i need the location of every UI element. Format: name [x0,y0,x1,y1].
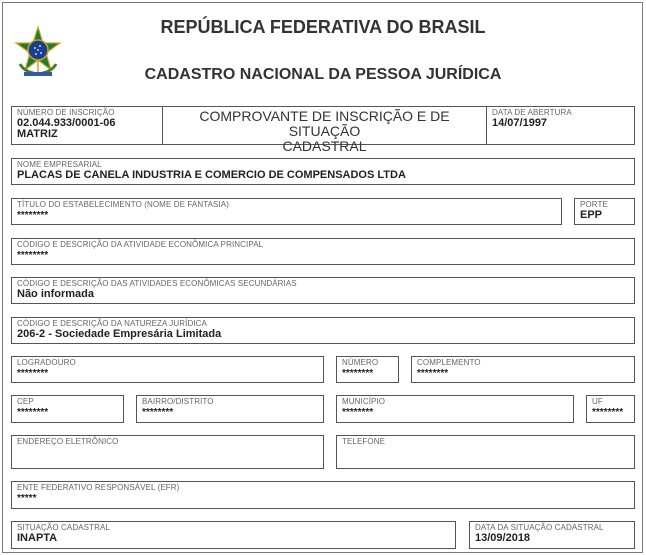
uf-field [586,395,635,423]
situacao-value: INAPTA [17,532,58,544]
inscricao-value: 02.044.933/0001-06 [17,117,116,129]
abertura-label: DATA DE ABERTURA [492,108,572,117]
cep-field [11,395,124,423]
municipio-field [336,395,574,423]
logradouro-value: ******** [17,368,49,379]
efr-label: ENTE FEDERATIVO RESPONSÁVEL (EFR) [17,483,180,492]
abertura-field [486,106,635,145]
bairro-field [136,395,324,423]
document-title-box [162,106,487,154]
logradouro-label: LOGRADOURO [17,358,76,367]
natureza-juridica-value: 206-2 - Sociedade Empresária Limitada [17,328,222,340]
email-field [11,435,324,469]
telefone-field [336,435,635,469]
situacao-label: SITUAÇÃO CADASTRAL [17,523,110,532]
fantasia-label: TÍTULO DO ESTABELECIMENTO (NOME DE FANTASIA) [17,200,229,209]
efr-field [11,481,635,509]
numero-field [336,356,399,383]
uf-label: UF [592,397,603,406]
data-situacao-field [469,521,635,549]
atividade-principal-value: ******** [17,250,49,261]
numero-value: ******** [342,368,374,379]
porte-value: EPP [580,209,603,221]
uf-value: ******** [592,407,624,418]
document-title [163,109,486,154]
data-situacao-value: 13/09/2018 [475,532,531,544]
municipio-label: MUNICÍPIO [342,397,386,406]
cep-label: CEP [17,397,34,406]
atividades-secundarias-value: Não informada [17,288,95,300]
nome-empresarial-value: PLACAS DE CANELA INDUSTRIA E COMERCIO DE COMPENSADOS LTDA [17,169,406,181]
numero-label: NÚMERO [342,358,379,367]
atividades-secundarias-field [11,277,635,304]
nome-empresarial-label: NOME EMPRESARIAL [17,160,102,169]
bairro-value: ******** [142,407,174,418]
porte-label: PORTE [580,200,608,209]
logradouro-field [11,356,324,383]
complemento-value: ******** [417,368,449,379]
registry-title: CADASTRO NACIONAL DA PESSOA JURÍDICA [144,66,502,83]
complemento-label: COMPLEMENTO [417,358,481,367]
country-title: REPÚBLICA FEDERATIVA DO BRASIL [160,17,486,37]
natureza-juridica-field [11,317,635,344]
document-title-line1: COMPROVANTE DE INSCRIÇÃO E DE SITUAÇÃO [199,108,450,139]
porte-field [574,198,635,225]
bairro-label: BAIRRO/DISTRITO [142,397,214,406]
inscricao-type: MATRIZ [17,128,58,140]
telefone-label: TELEFONE [342,437,386,446]
nome-empresarial-field [11,158,635,185]
natureza-juridica-label: CÓDIGO E DESCRIÇÃO DA NATUREZA JURÍDICA [17,319,207,328]
fantasia-field [11,198,562,225]
inscricao-label: NÚMERO DE INSCRIÇÃO [17,108,115,117]
atividade-principal-field [11,238,635,265]
data-situacao-label: DATA DA SITUAÇÃO CADASTRAL [475,523,604,532]
atividade-principal-label: CÓDIGO E DESCRIÇÃO DA ATIVIDADE ECONÔMICA PRINCIPAL [17,240,264,249]
abertura-value: 14/07/1997 [492,117,548,129]
document-title-line2: CADASTRAL [282,138,367,154]
cep-value: ******** [17,407,49,418]
email-label: ENDEREÇO ELETRÔNICO [17,437,119,446]
complemento-field [411,356,635,383]
municipio-value: ******** [342,407,374,418]
fantasia-value: ******** [17,210,49,221]
inscricao-field [11,106,163,145]
efr-value: ***** [17,493,37,504]
atividades-secundarias-label: CÓDIGO E DESCRIÇÃO DAS ATIVIDADES ECONÔMICAS SECUNDÁRIAS [17,279,297,288]
situacao-field [11,521,456,549]
